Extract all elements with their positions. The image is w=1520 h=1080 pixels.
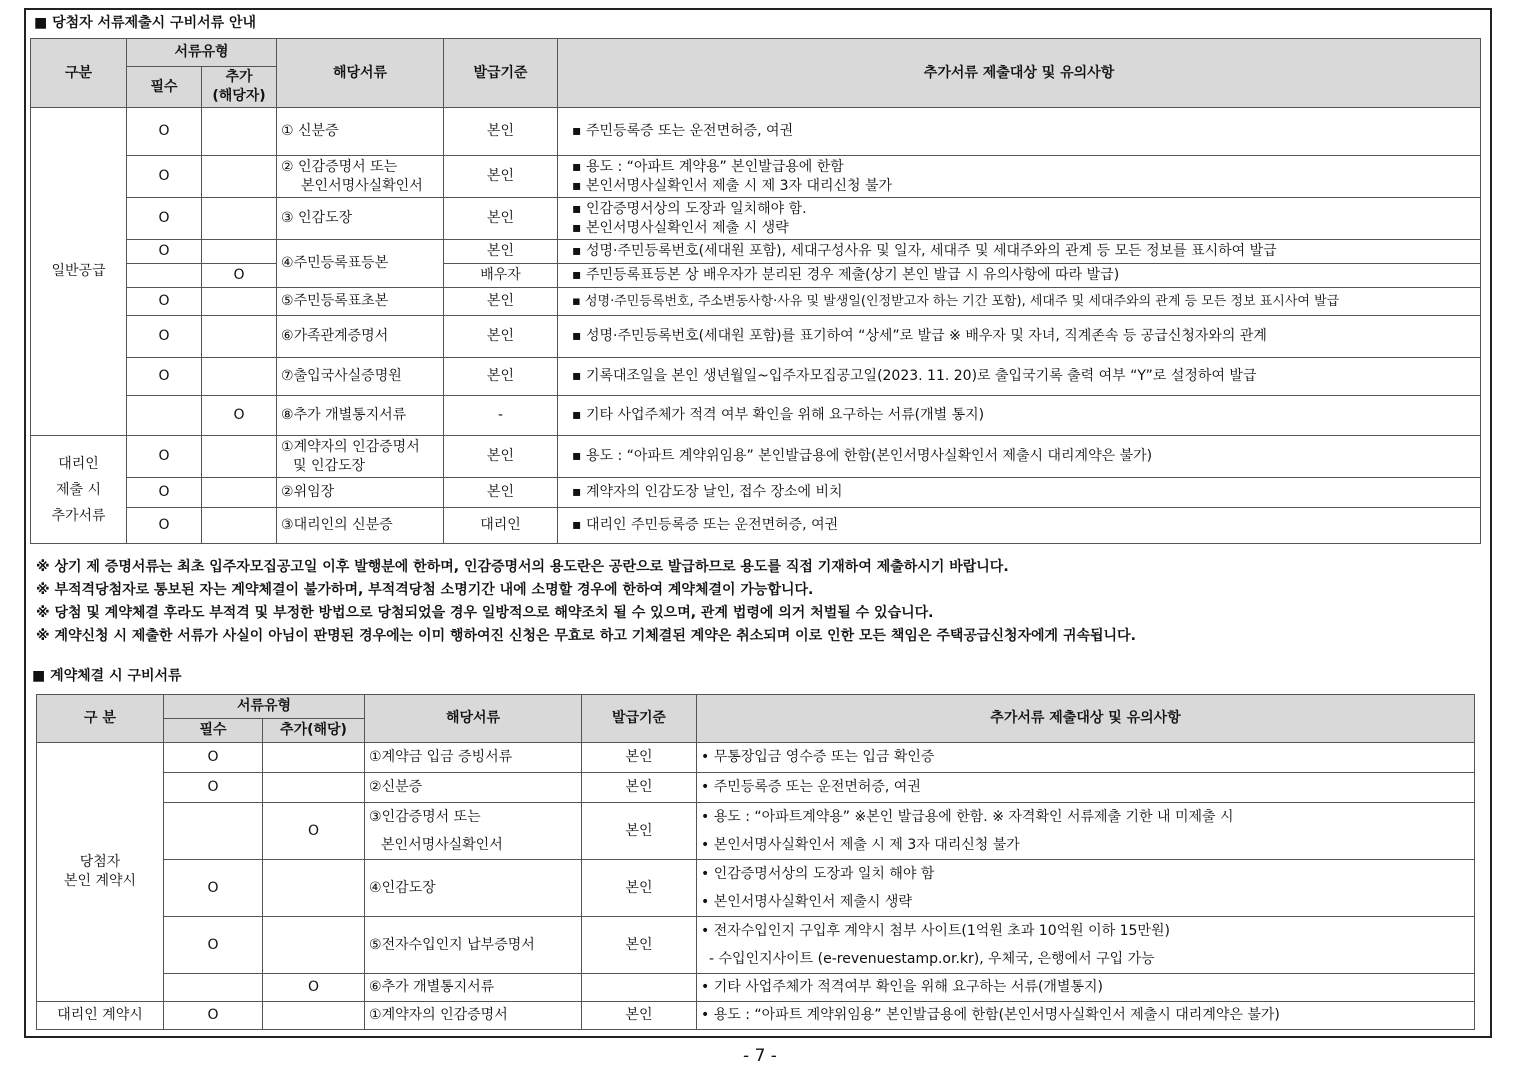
table-row: O ⑤전자수입인지 납부증명서 본인 • 전자수입인지 구입후 계약시 첨부 사이트(1억원 초과 10억원 이하 15만원) - 수입인지사이트 (e-revenuestamp.or.kr), 우체국, 은행에서 구입 가능 <box>37 917 1475 974</box>
group-winner-contract: 당첨자 본인 계약시 <box>37 743 164 1002</box>
note-item: ※ 당첨 및 계약체결 후라도 부적격 및 부정한 방법으로 당첨되었을 경우 일방적으로 해약조치 될 수 있으며, 관계 법령에 의거 처벌될 수 있습니다. <box>36 605 934 621</box>
table-documents-submission <box>30 38 1481 544</box>
header-notes: 추가서류 제출대상 및 유의사항 <box>558 39 1481 108</box>
header-category: 구분 <box>31 39 127 108</box>
header-doc-type: 서류유형 <box>127 39 277 67</box>
header-category: 구 분 <box>37 695 164 743</box>
table-row: O 배우자 ▪ 주민등록표등본 상 배우자가 분리된 경우 제출(상기 본인 발급 시 유의사항에 따라 발급) <box>31 264 1481 288</box>
group-general-supply: 일반공급 <box>31 108 127 436</box>
table-row: O ③ 인감도장 본인 ▪ 인감증명서상의 도장과 일치해야 함. ▪ 본인서명사실확인서 제출 시 생략 <box>31 198 1481 240</box>
table-row: O ⑦출입국사실증명원 본인 ▪ 기록대조일을 본인 생년월일~입주자모집공고일(2023. 11. 20)로 출입국기록 출력 여부 “Y”로 설정하여 발급 <box>31 358 1481 396</box>
header-additional: 추가(해당) <box>263 719 365 743</box>
header-issuer: 발급기준 <box>582 695 697 743</box>
section1-title: ■ 당첨자 서류제출시 구비서류 안내 <box>34 15 257 31</box>
note-item: ※ 상기 제 증명서류는 최초 입주자모집공고일 이후 발행분에 한하며, 인감증명서의 용도란은 공란으로 발급하므로 용도를 직접 기재하여 제출하시기 바랍니다. <box>36 559 1009 575</box>
table-row: 대리인 계약시 O ①계약자의 인감증명서 본인 • 용도 : “아파트 계약위임용” 본인발급용에 한함(본인서명사실확인서 제출시 대리계약은 불가) <box>37 1002 1475 1030</box>
table-row: O ⑧추가 개별통지서류 - ▪ 기타 사업주체가 적격 여부 확인을 위해 요구하는 서류(개별 통지) <box>31 396 1481 436</box>
table-row: O ② 인감증명서 또는 본인서명사실확인서 본인 ▪ 용도 : “아파트 계약용” 본인발급용에 한함 ▪ 본인서명사실확인서 제출 시 제 3자 대리신청 불가 <box>31 156 1481 198</box>
header-issuer: 발급기준 <box>444 39 558 108</box>
table-row: O ②위임장 본인 ▪ 계약자의 인감도장 날인, 접수 장소에 비치 <box>31 478 1481 508</box>
table-row: O ③대리인의 신분증 대리인 ▪ 대리인 주민등록증 또는 운전면허증, 여권 <box>31 508 1481 544</box>
table-row: O ②신분증 본인 • 주민등록증 또는 운전면허증, 여권 <box>37 773 1475 803</box>
table-row: 당첨자 본인 계약시 O ①계약금 입금 증빙서류 본인 • 무통장입금 영수증 또는 입금 확인증 <box>37 743 1475 773</box>
table-contract-documents <box>36 694 1475 1030</box>
group-proxy-contract: 대리인 계약시 <box>37 1002 164 1030</box>
header-notes: 추가서류 제출대상 및 유의사항 <box>697 695 1475 743</box>
table-row: O ⑥가족관계증명서 본인 ▪ 성명·주민등록번호(세대원 포함)를 표기하여 “상세”로 발급 ※ 배우자 및 자녀, 직계존속 등 공급신청자와의 관계 <box>31 316 1481 358</box>
note-item: ※ 계약신청 시 제출한 서류가 사실이 아님이 판명된 경우에는 이미 행하여진 신청은 무효로 하고 기체결된 계약은 취소되며 이로 인한 모든 책임은 주택공급신청자에게 귀속됩니다. <box>36 628 1136 644</box>
header-document: 해당서류 <box>365 695 582 743</box>
table-row: O ⑥추가 개별통지서류 • 기타 사업주체가 적격여부 확인을 위해 요구하는 서류(개별통지) <box>37 974 1475 1002</box>
page-number: - 7 - <box>743 1046 777 1066</box>
table-row: O ③인감증명서 또는 본인서명사실확인서 본인 • 용도 : “아파트계약용” ※본인 발급용에 한함. ※ 자격확인 서류제출 기한 내 미제출 시 • 본인서명사실확인서 제출 시 제 3자 대리신청 불가 <box>37 803 1475 860</box>
table-row: O ④인감도장 본인 • 인감증명서상의 도장과 일치 해야 함 • 본인서명사실확인서 제출시 생략 <box>37 860 1475 917</box>
table-row: O ⑤주민등록표초본 본인 ▪ 성명·주민등록번호, 주소변동사항·사유 및 발생일(인정받고자 하는 기간 포함), 세대주 및 세대주와의 관계 등 모든 정보 표시사여 발급 <box>31 288 1481 316</box>
table-row: 일반공급 O ① 신분증 본인 ▪ 주민등록증 또는 운전면허증, 여권 <box>31 108 1481 156</box>
header-document: 해당서류 <box>277 39 444 108</box>
header-additional: 추가 (해당자) <box>202 67 277 108</box>
section2-title: ■ 계약체결 시 구비서류 <box>32 668 182 684</box>
header-doc-type: 서류유형 <box>164 695 365 719</box>
header-required: 필수 <box>164 719 263 743</box>
group-proxy-submission: 대리인 제출 시 추가서류 <box>31 436 127 544</box>
note-item: ※ 부적격당첨자로 통보된 자는 계약체결이 불가하며, 부적격당첨 소명기간 내에 소명할 경우에 한하여 계약체결이 가능합니다. <box>36 582 814 598</box>
notes-block <box>36 556 1136 648</box>
table-row: 대리인 제출 시 추가서류 O ①계약자의 인감증명서 및 인감도장 본인 ▪ 용도 : “아파트 계약위임용” 본인발급용에 한함(본인서명사실확인서 제출시 대리계약은 불가) <box>31 436 1481 478</box>
header-required: 필수 <box>127 67 202 108</box>
table-row: O ④주민등록표등본 본인 ▪ 성명·주민등록번호(세대원 포함), 세대구성사유 및 일자, 세대주 및 세대주와의 관계 등 모든 정보를 표시하여 발급 <box>31 240 1481 264</box>
